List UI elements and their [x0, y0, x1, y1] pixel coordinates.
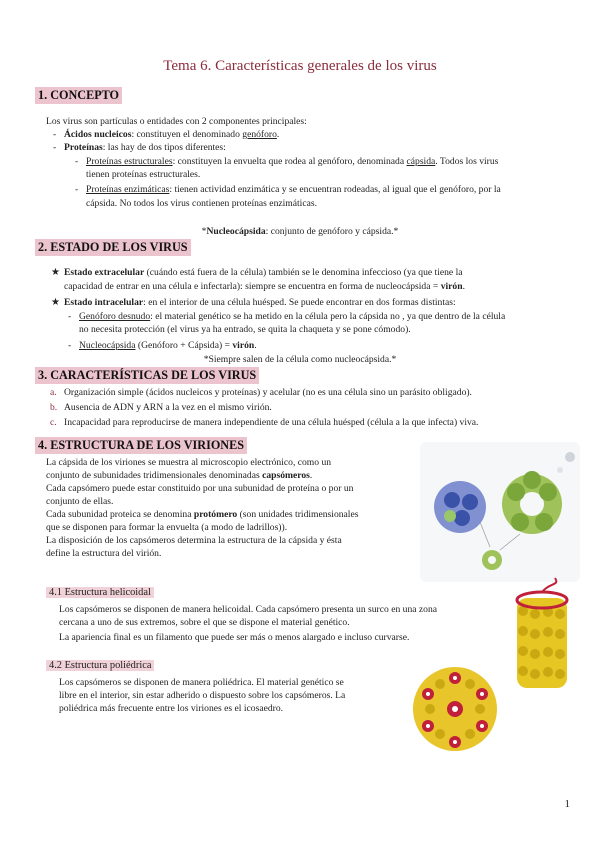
s3-item-c: c. Incapacidad para reproducirse de manera independiente de una célula huésped (célula a la que infecta) viva. — [50, 417, 479, 428]
s4-paragraph: La cápsida de los viriones se muestra al microscopio electrónico, como un conjunto de subunidades tridimensionales denominadas capsómeros. Cada capsómero puede estar constituido por una subunidad de proteína o por un conjunto de ellas. Cada subunidad proteica se denomina protómero (son unidades tridimensionales que se disponen para formar la envuelta (a modo de ladrillos)). La disposición de los capsómeros determina la estructura de la cápsida y ésta define la estructura del virión. — [46, 457, 359, 559]
subsection-4-2-heading: 4.2 Estructura poliédrica — [46, 660, 154, 671]
s3-item-a: a. Organización simple (ácidos nucleicos y proteínas) y acelular (no es una célula sino un parásito obligado). — [50, 387, 472, 398]
s1-item-acidos: - Ácidos nucleicos: constituyen el denominado genóforo. — [64, 128, 279, 141]
s1-note: *Nucleocápsida: conjunto de genóforo y cápsida.* — [201, 226, 399, 237]
s1-item-proteinas: - Proteínas: las hay de dos tipos diferentes: — [64, 141, 226, 154]
section-4-heading: 4. ESTRUCTURA DE LOS VIRIONES — [35, 437, 247, 454]
s1-intro: Los virus son partículas o entidades con 2 componentes principales: — [46, 116, 307, 127]
s1-prot-estructurales: - Proteínas estructurales: constituyen la envuelta que rodea al genóforo, denominada cápsida. Todos los virus — [86, 155, 498, 168]
s3-item-b: b. Ausencia de ADN y ARN a la vez en el mismo virión. — [50, 402, 272, 413]
s1-prot-enzimaticas: - Proteínas enzimáticas: tienen actividad enzimática y se encuentran rodeadas, al igual que el genóforo, por la — [86, 183, 501, 196]
s2-extracelular-cont: capacidad de entrar en una célula e infectarla): siempre se encuentra en forma de nucleocápsida = virón. — [64, 281, 465, 292]
s2-intracelular: ★ Estado intracelular: en el interior de una célula huésped. Se puede encontrar en dos formas distintas: — [64, 296, 456, 309]
s42-paragraph: Los capsómeros se disponen de manera poliédrica. El material genético se libre en el interior, sin estar adherido o dispuesto sobre los capsómeros. La poliédrica más frecuente entre los viriones es el icosaedro. — [59, 677, 346, 714]
s2-note: *Siempre salen de la célula como nucleocápsida.* — [203, 354, 397, 365]
document-title: Tema 6. Características generales de los virus — [163, 58, 437, 74]
section-1-heading: 1. CONCEPTO — [35, 87, 122, 104]
s41-paragraph: Los capsómeros se disponen de manera helicoidal. Cada capsómero presenta un surco en una zona cercana a uno de sus extremos, sobre el que se dispone el material genético. La apariencia final es un filamento que puede ser más o menos alargado e incluso curvarse. — [59, 604, 438, 643]
s2-extracelular: ★ Estado extracelular (cuándo está fuera de la célula) también se le denomina infeccioso (ya que tiene la — [64, 266, 463, 279]
capsomer-illustration — [420, 442, 580, 582]
icosahedral-virus-illustration — [410, 664, 500, 754]
s2-genoforo-desnudo-cont: no necesita protección (el virus ya ha entrado, se quita la chaqueta y se pone cómodo). — [79, 324, 411, 335]
helical-virus-illustration — [505, 576, 580, 694]
section-2-heading: 2. ESTADO DE LOS VIRUS — [35, 239, 191, 256]
s2-nucleocapsida: - Nucleocápsida (Genóforo + Cápsida) = virón. — [79, 339, 257, 352]
s1-prot-estructurales-cont: tienen proteínas estructurales. — [86, 169, 201, 180]
page-number: 1 — [564, 798, 570, 810]
capsomer-drawing — [420, 442, 580, 582]
s1-prot-enzimaticas-cont: cápsida. No todos los virus contienen proteínas enzimáticas. — [86, 198, 317, 209]
s2-genoforo-desnudo: - Genóforo desnudo: el material genético se ha metido en la célula pero la cápsida no , ya que dentro de la célula — [79, 310, 505, 323]
section-3-heading: 3. CARACTERÍSTICAS DE LOS VIRUS — [35, 367, 259, 384]
subsection-4-1-heading: 4.1 Estructura helicoidal — [46, 587, 154, 598]
